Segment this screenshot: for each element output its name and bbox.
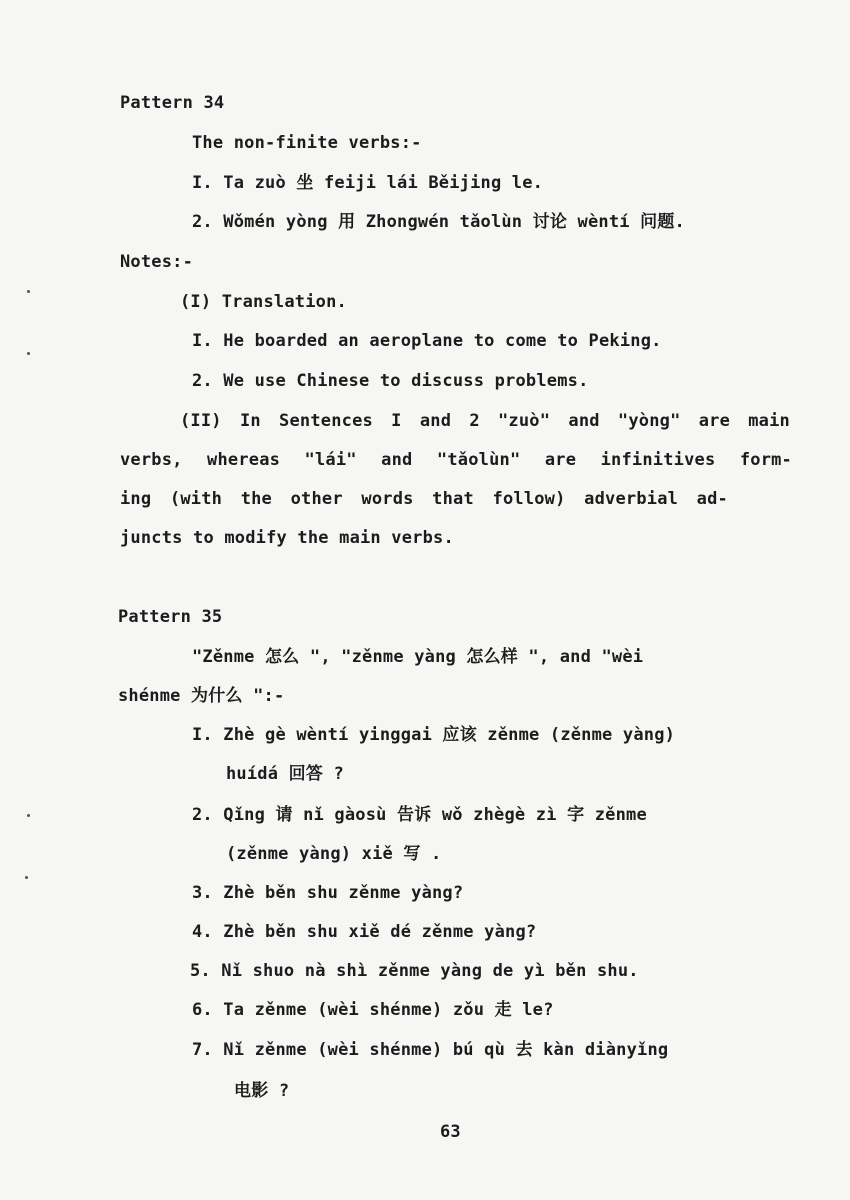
pattern-35-example-7-line-1: 7. Nǐ zěnme (wèi shénme) bú qù 去 kàn diànyǐng [192,1040,669,1060]
pattern-35-example-4: 4. Zhè běn shu xiě dé zěnme yàng? [192,922,537,942]
translation-1: I. He boarded an aeroplane to come to Peking. [192,331,662,351]
pattern-35-intro-line-2: shénme 为什么 ":- [118,686,285,706]
pattern-34-heading: Pattern 34 [120,93,225,113]
margin-mark [27,290,30,293]
margin-mark [27,814,30,817]
pattern-35-example-2-line-2: (zěnme yàng) xiě 写 . [226,844,442,864]
translation-2: 2. We use Chinese to discuss problems. [192,371,589,391]
pattern-35-example-1-line-1: I. Zhè gè wèntí yinggai 应该 zěnme (zěnme yàng) [192,725,676,745]
pattern-34-example-2: 2. Wǒmén yòng 用 Zhongwén tǎolùn 讨论 wèntí 问题. [192,212,685,232]
pattern-35-intro-line-1: "Zěnme 怎么 ", "zěnme yàng 怎么样 ", and "wèi [192,647,644,667]
note-2-line-1: (II) In Sentences I and 2 "zuò" and "yòng" are main [180,411,790,431]
margin-mark [25,876,28,879]
note-2-line-3: ing (with the other words that follow) adverbial ad- [120,489,728,509]
pattern-35-example-6: 6. Ta zěnme (wèi shénme) zǒu 走 le? [192,1000,554,1020]
pattern-35-example-5: 5. Nǐ shuo nà shì zěnme yàng de yì běn shu. [190,961,639,981]
pattern-34-example-1: I. Ta zuò 坐 feiji lái Běijing le. [192,173,544,193]
note-2-line-2: verbs, whereas "lái" and "tǎolùn" are infinitives form- [120,450,792,470]
note-2-line-4: juncts to modify the main verbs. [120,528,454,548]
note-1-heading: (I) Translation. [180,292,347,312]
pattern-35-heading: Pattern 35 [118,607,223,627]
page-number: 63 [440,1122,461,1142]
pattern-35-example-7-line-2: 电影 ? [234,1081,290,1101]
margin-mark [27,352,30,355]
pattern-35-example-2-line-1: 2. Qǐng 请 nǐ gàosù 告诉 wǒ zhègè zì 字 zěnme [192,805,647,825]
pattern-35-example-1-line-2: huídá 回答 ? [226,764,344,784]
notes-label: Notes:- [120,252,194,272]
pattern-34-intro: The non-finite verbs:- [192,133,422,153]
pattern-35-example-3: 3. Zhè běn shu zěnme yàng? [192,883,464,903]
